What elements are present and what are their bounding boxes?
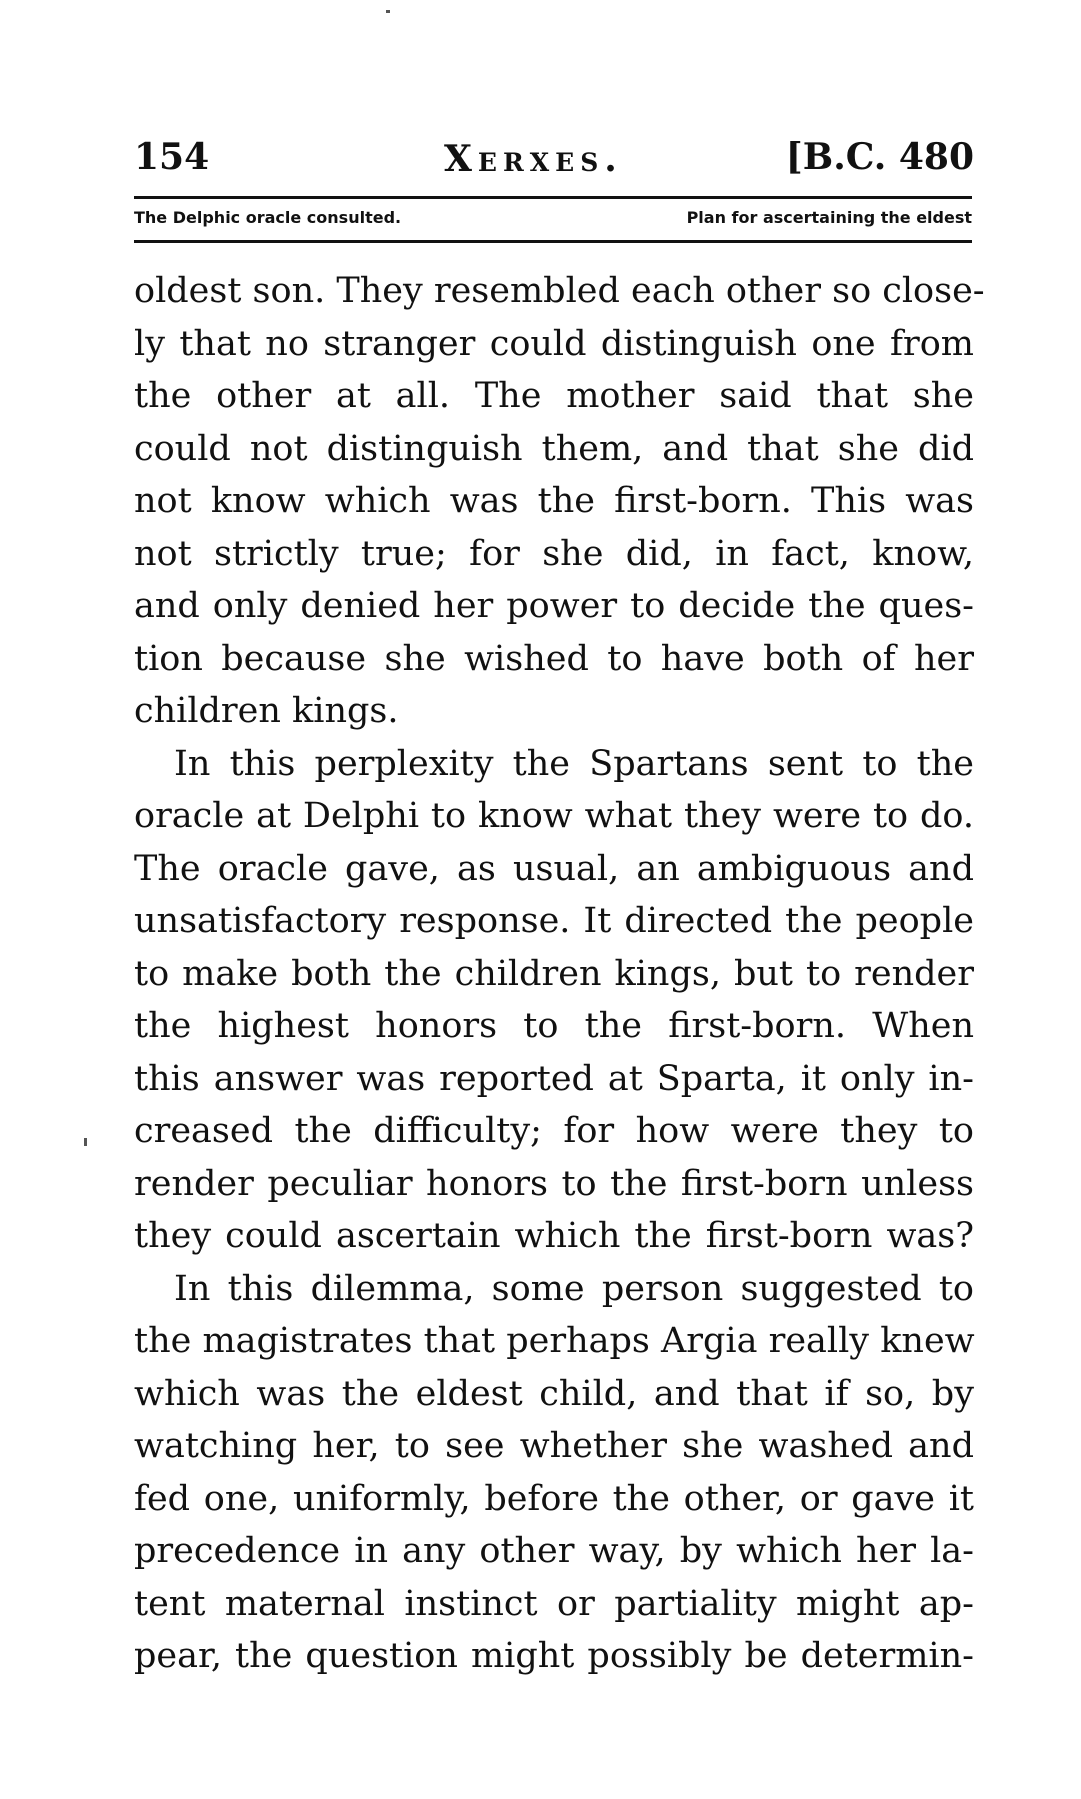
text-line: not strictly true; for she did, in fact, know,	[134, 533, 974, 574]
stray-mark	[386, 10, 390, 13]
text-line: fed one, uniformly, before the other, or gave it	[134, 1478, 974, 1519]
text-line: children kings.	[134, 691, 399, 731]
text-line: the highest honors to the first-born. When	[134, 1006, 974, 1046]
text-line: In this perplexity the Spartans sent to the	[174, 743, 974, 784]
sidenote-left: The Delphic oracle consulted.	[134, 208, 402, 227]
text-line: this answer was reported at Sparta, it only in-	[134, 1058, 974, 1099]
sidenote-row	[134, 208, 972, 232]
text-line: In this dilemma, some person suggested to	[174, 1268, 974, 1309]
text-line: watching her, to see whether she washed and	[134, 1426, 974, 1466]
text-line: unsatisfactory response. It directed the people	[134, 901, 974, 941]
header-rule-bottom	[134, 240, 972, 243]
text-line: could not distinguish them, and that she did	[134, 428, 974, 469]
text-line: and only denied her power to decide the ques-	[134, 586, 974, 626]
text-line: the magistrates that perhaps Argia really knew	[134, 1321, 975, 1361]
text-line: oldest son. They resembled each other so close-	[134, 271, 985, 311]
text-line: precedence in any other way, by which her la-	[134, 1531, 974, 1571]
text-line: to make both the children kings, but to render	[134, 953, 974, 994]
sidenote-right: Plan for ascertaining the eldest	[686, 208, 972, 227]
text-line: ly that no stranger could distinguish one from	[134, 323, 974, 364]
text-line: render peculiar honors to the first-born unless	[134, 1163, 974, 1204]
text-line: pear, the question might possibly be determin-	[134, 1636, 974, 1676]
text-line: they could ascertain which the first-born was?	[134, 1216, 974, 1256]
text-line: tent maternal instinct or partiality might ap-	[134, 1583, 974, 1624]
running-title: Xerxes.	[444, 138, 623, 180]
text-line: which was the eldest child, and that if so, by	[134, 1373, 974, 1414]
text-line: not know which was the first-born. This was	[134, 481, 974, 521]
header-rule-top	[134, 196, 972, 199]
stray-mark	[84, 1138, 87, 1146]
date-header: [B.C. 480	[785, 136, 974, 178]
text-line: The oracle gave, as usual, an ambiguous and	[134, 848, 974, 889]
body-text	[134, 265, 985, 1683]
page-header	[134, 136, 974, 186]
text-line: oracle at Delphi to know what they were to do.	[134, 796, 974, 836]
page-number: 154	[134, 136, 210, 178]
text-line: the other at all. The mother said that she	[134, 376, 974, 416]
text-line: tion because she wished to have both of her	[134, 638, 974, 679]
text-line: creased the difficulty; for how were they to	[134, 1111, 974, 1151]
